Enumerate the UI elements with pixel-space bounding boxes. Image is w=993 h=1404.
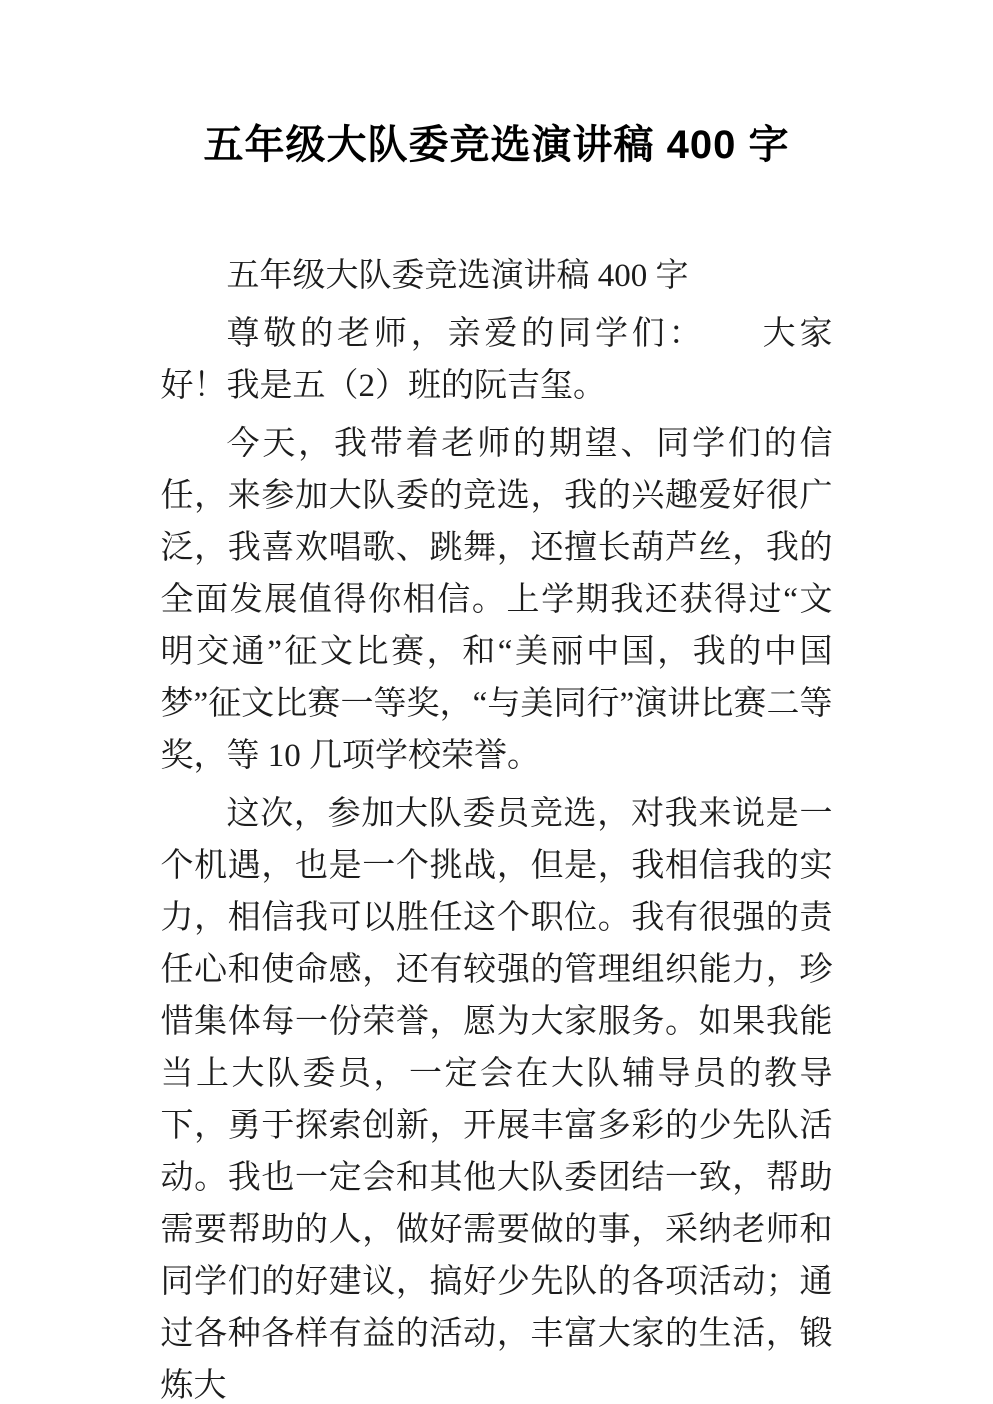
paragraph-greeting: 尊敬的老师，亲爱的同学们： 大家好！我是五（2）班的阮吉玺。 [160,316,833,404]
document-title: 五年级大队委竞选演讲稿 400 字 [203,123,790,167]
paragraph-introduction: 今天，我带着老师的期望、同学们的信任，来参加大队委的竞选，我的兴趣爱好很广泛，我喜欢唱歌、跳舞，还擅长葫芦丝，我的全面发展值得你相信。上学期我还获得过“文明交通”征文比赛，和“美丽中国，我的中国梦”征文比赛一等奖，“与美同行”演讲比赛二等奖，等 10 几项学校荣誉。 [160,426,833,774]
paragraph-title-repeat: 五年级大队委竞选演讲稿 400 字 [226,258,689,294]
paragraph-commitment: 这次，参加大队委员竞选，对我来说是一个机遇，也是一个挑战，但是，我相信我的实力，相信我可以胜任这个职位。我有很强的责任心和使命感，还有较强的管理组织能力，珍惜集体每一份荣誉，愿为大家服务。如果我能当上大队委员，一定会在大队辅导员的教导下，勇于探索创新，开展丰富多彩的少先队活动。我也一定会和其他大队委团结一致，帮助需要帮助的人，做好需要做的事，采纳老师和同学们的好建议，搞好少先队的各项活动；通过各种各样有益的活动，丰富大家的生活，锻炼大 [160,796,833,1404]
document-body [161,250,833,1404]
